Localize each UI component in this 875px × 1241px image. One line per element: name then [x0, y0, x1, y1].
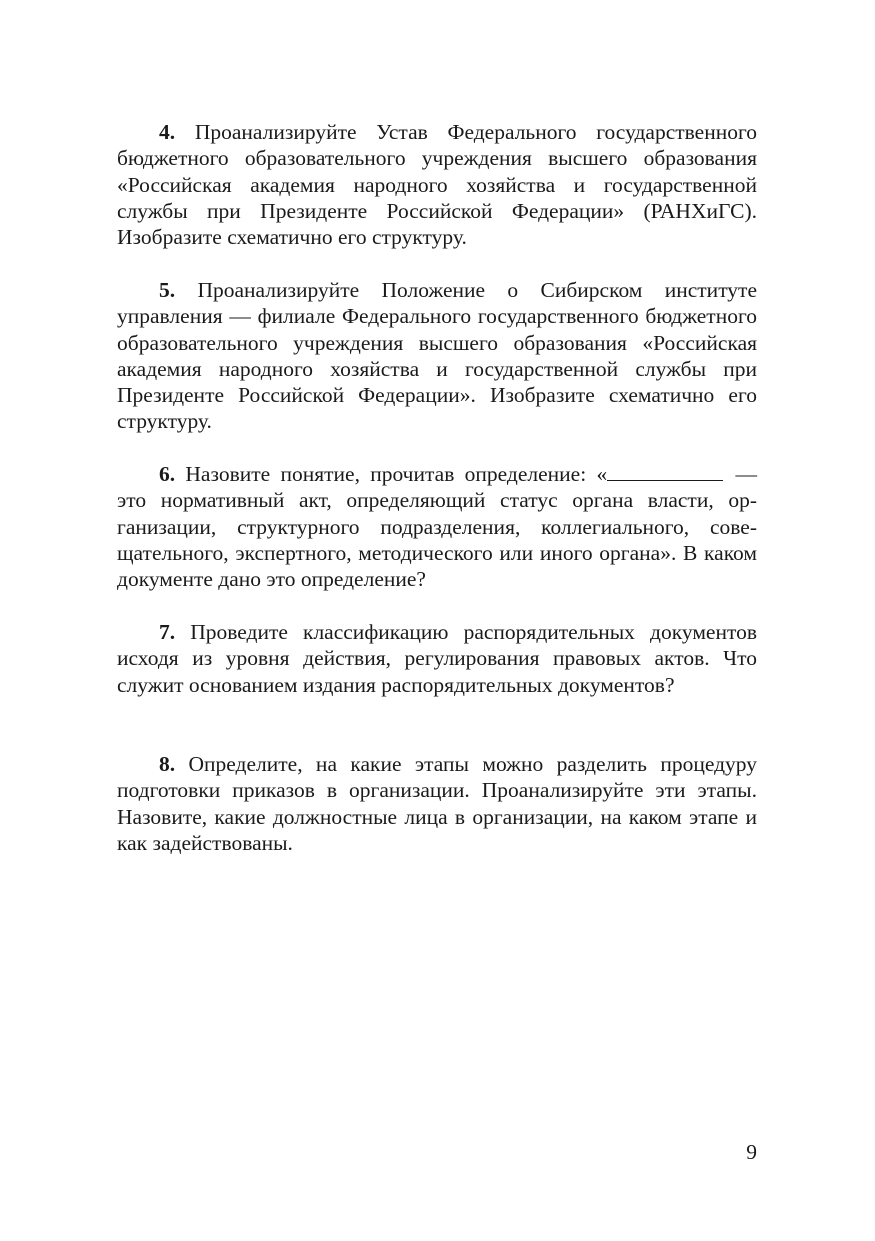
task-6-text-after-blank: — это нормативный акт, определяющий статус органа власти, организации, структурного подразделения, коллегиального, совещательного, экспертного, методического или иного органа». В каком документе дано это определение?	[117, 462, 758, 592]
task-6-paragraph	[117, 461, 757, 592]
task-7-paragraph	[117, 619, 757, 698]
task-5-number: 5.	[159, 278, 176, 302]
task-7-number: 7.	[159, 620, 176, 644]
task-6-number: 6.	[159, 462, 176, 486]
task-4-paragraph	[117, 119, 757, 250]
task-8-number: 8.	[159, 752, 176, 776]
task-4-number: 4.	[159, 120, 176, 144]
task-6-text-before-blank: Назовите понятие, прочитав определение: «	[175, 462, 608, 486]
task-5-text: Проанализируйте Положение о Сибирском институте управления — филиале Федерального государственного бюджетного образовательного учреждения высшего образования «Российская академия народного хозяйства и государственной службы при Президенте Российской Федерации». Изобразите схематично его структуру.	[117, 278, 757, 434]
fill-in-blank-line	[607, 462, 723, 481]
task-5-paragraph	[117, 277, 757, 435]
task-8-text: Определите, на какие этапы можно разделить процедуру подготовки приказов в организации. Проанализируйте эти этапы. Назовите, какие должностные лица в организации, на каком этапе и как задействованы.	[117, 752, 757, 855]
task-4-text: Проанализируйте Устав Федерального государственного бюджетного образовательного учреждения высшего образования «Российская академия народного хозяйства и государственной службы при Президенте Российской Федерации» (РАНХиГС). Изобразите схематично его структуру.	[117, 120, 757, 250]
page-number: 9	[746, 1140, 757, 1164]
task-7-text: Проведите классификацию распорядительных документов исходя из уровня действия, регулирования правовых актов. Что служит основанием издания распорядительных документов?	[117, 620, 757, 697]
task-8-paragraph	[117, 751, 757, 856]
